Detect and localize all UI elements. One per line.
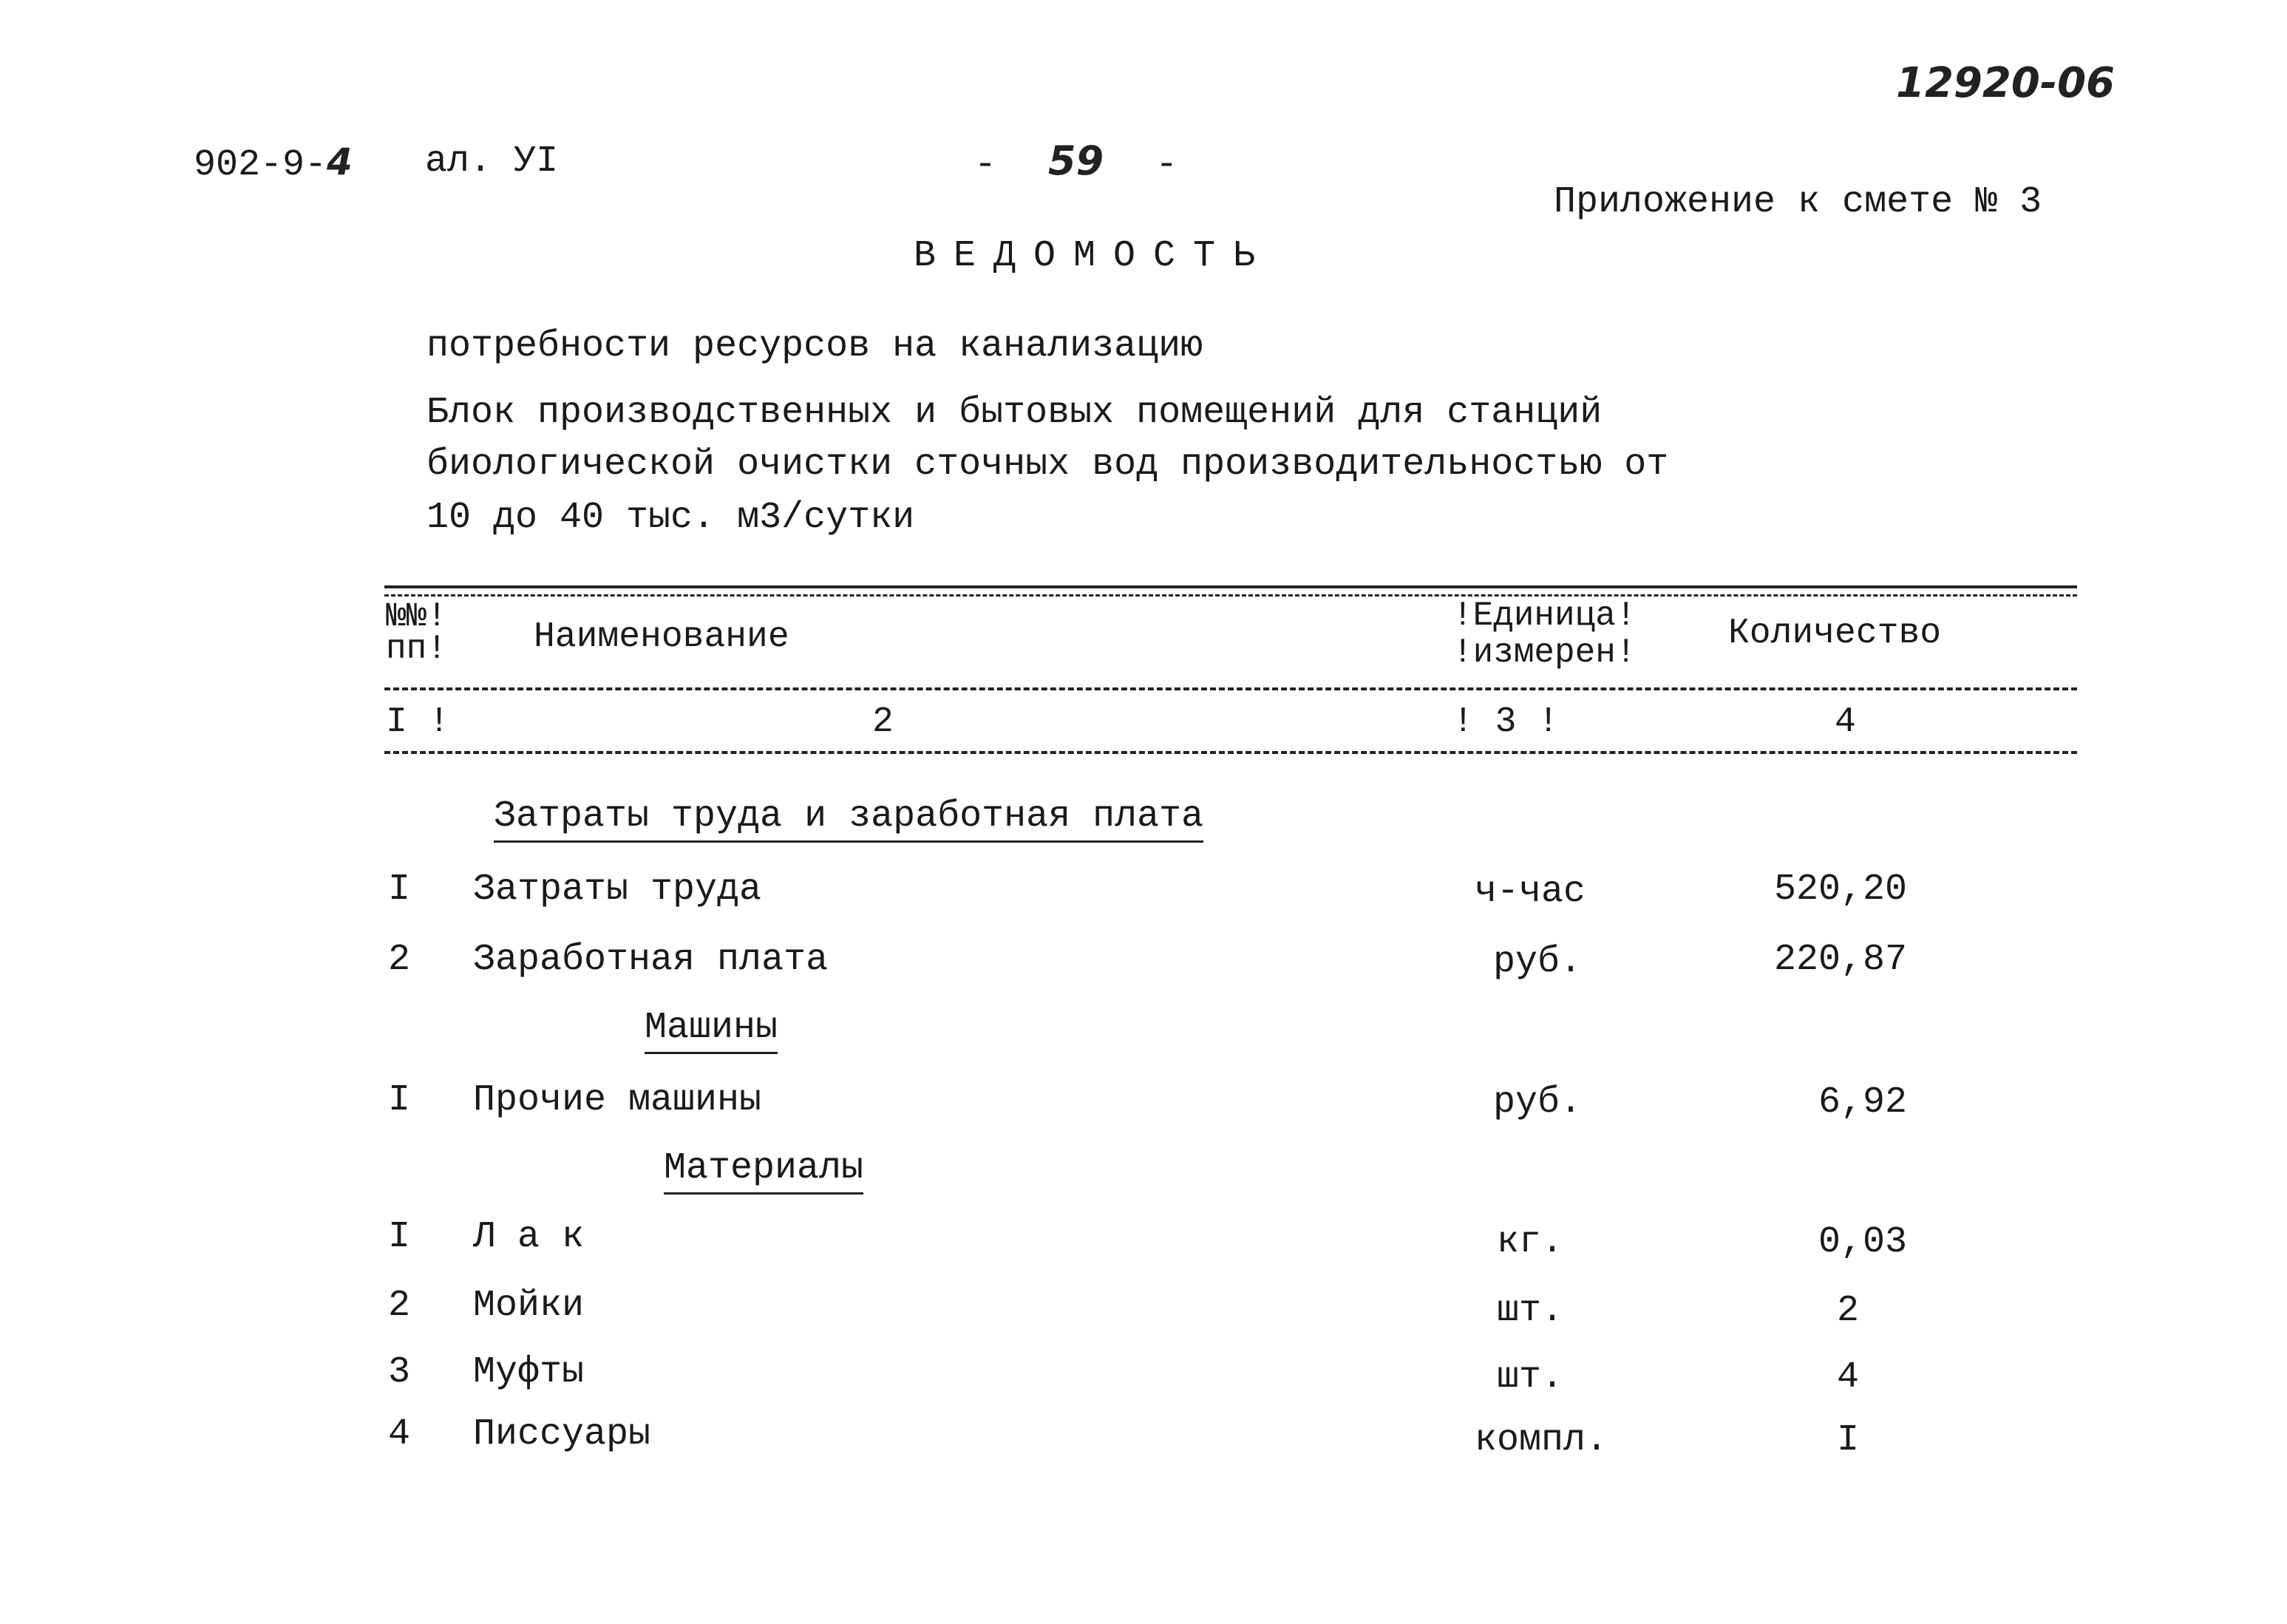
description-line-2: биологической очистки сточных вод производительностью от bbox=[427, 444, 1669, 486]
page-number-dash-left: - bbox=[974, 144, 997, 186]
header-unit-line-2: !измерен! bbox=[1452, 633, 1637, 672]
row-quantity: 0,03 bbox=[1818, 1221, 1907, 1263]
column-number-2: 2 bbox=[872, 702, 894, 742]
row-unit: шт. bbox=[1497, 1356, 1564, 1399]
row-unit: кг. bbox=[1497, 1221, 1564, 1263]
project-code bbox=[194, 140, 353, 186]
header-bottom-rule bbox=[384, 751, 2077, 754]
album-label: ал. УI bbox=[425, 140, 559, 183]
row-quantity: 520,20 bbox=[1773, 869, 1907, 911]
row-unit: руб. bbox=[1493, 1081, 1583, 1124]
header-name: Наименование bbox=[534, 617, 789, 657]
header-separator bbox=[384, 687, 2077, 690]
header-unit bbox=[1452, 597, 1636, 671]
appendix-label: Приложение к смете № 3 bbox=[1554, 181, 2042, 223]
row-name: Заработная плата bbox=[473, 939, 829, 981]
row-quantity: I bbox=[1836, 1419, 1859, 1461]
page-number-dash-right: - bbox=[1155, 144, 1178, 186]
row-number: 2 bbox=[388, 939, 411, 981]
project-code-number: 4 bbox=[327, 140, 353, 183]
row-quantity: 6,92 bbox=[1818, 1081, 1907, 1124]
header-number-line-1: №№! bbox=[386, 597, 447, 636]
row-number: 4 bbox=[388, 1413, 411, 1455]
section-title-labor: Затраты труда и заработная плата bbox=[494, 795, 1203, 843]
row-name: Прочие машины bbox=[473, 1079, 762, 1121]
page-number-value: 59 bbox=[1048, 137, 1104, 184]
row-number: I bbox=[388, 869, 411, 911]
table-top-rule-dashed bbox=[384, 594, 2077, 597]
description-line-3: 10 до 40 тыс. м3/сутки bbox=[427, 497, 915, 539]
row-name: Писсуары bbox=[473, 1413, 651, 1455]
row-name: Муфты bbox=[473, 1351, 585, 1393]
row-quantity: 220,87 bbox=[1773, 939, 1907, 981]
header-unit-line-1: !Единица! bbox=[1452, 597, 1637, 635]
row-number: 2 bbox=[388, 1285, 411, 1327]
description-line-1: Блок производственных и бытовых помещений для станций bbox=[427, 392, 1603, 434]
project-code-prefix: 902-9- bbox=[194, 144, 327, 186]
column-number-3: ! 3 ! bbox=[1452, 702, 1560, 742]
row-number: I bbox=[388, 1079, 411, 1121]
row-unit: шт. bbox=[1497, 1290, 1564, 1332]
header-number bbox=[386, 597, 447, 668]
row-name: Мойки bbox=[473, 1285, 585, 1327]
column-number-1: I ! bbox=[386, 702, 450, 742]
handwritten-code: 12920-06 bbox=[1896, 59, 2115, 107]
page-number bbox=[974, 137, 1178, 186]
row-quantity: 2 bbox=[1836, 1290, 1859, 1332]
document-title: ВЕДОМОСТЬ bbox=[914, 235, 1274, 277]
header-quantity: Количество bbox=[1728, 614, 1942, 653]
row-unit: руб. bbox=[1493, 941, 1583, 983]
section-title-machines: Машины bbox=[645, 1007, 778, 1054]
section-title-materials: Материалы bbox=[664, 1147, 863, 1195]
header-number-line-2: пп! bbox=[386, 630, 447, 668]
row-number: I bbox=[388, 1216, 411, 1258]
table-top-rule bbox=[384, 585, 2077, 588]
row-name: Л а к bbox=[473, 1216, 585, 1258]
row-name: Затраты труда bbox=[473, 869, 762, 911]
document-subtitle: потребности ресурсов на канализацию bbox=[427, 325, 1203, 367]
row-unit: компл. bbox=[1475, 1419, 1608, 1461]
column-number-4: 4 bbox=[1835, 702, 1856, 742]
row-unit: ч-час bbox=[1475, 871, 1586, 913]
row-number: 3 bbox=[388, 1351, 411, 1393]
row-quantity: 4 bbox=[1836, 1356, 1859, 1399]
